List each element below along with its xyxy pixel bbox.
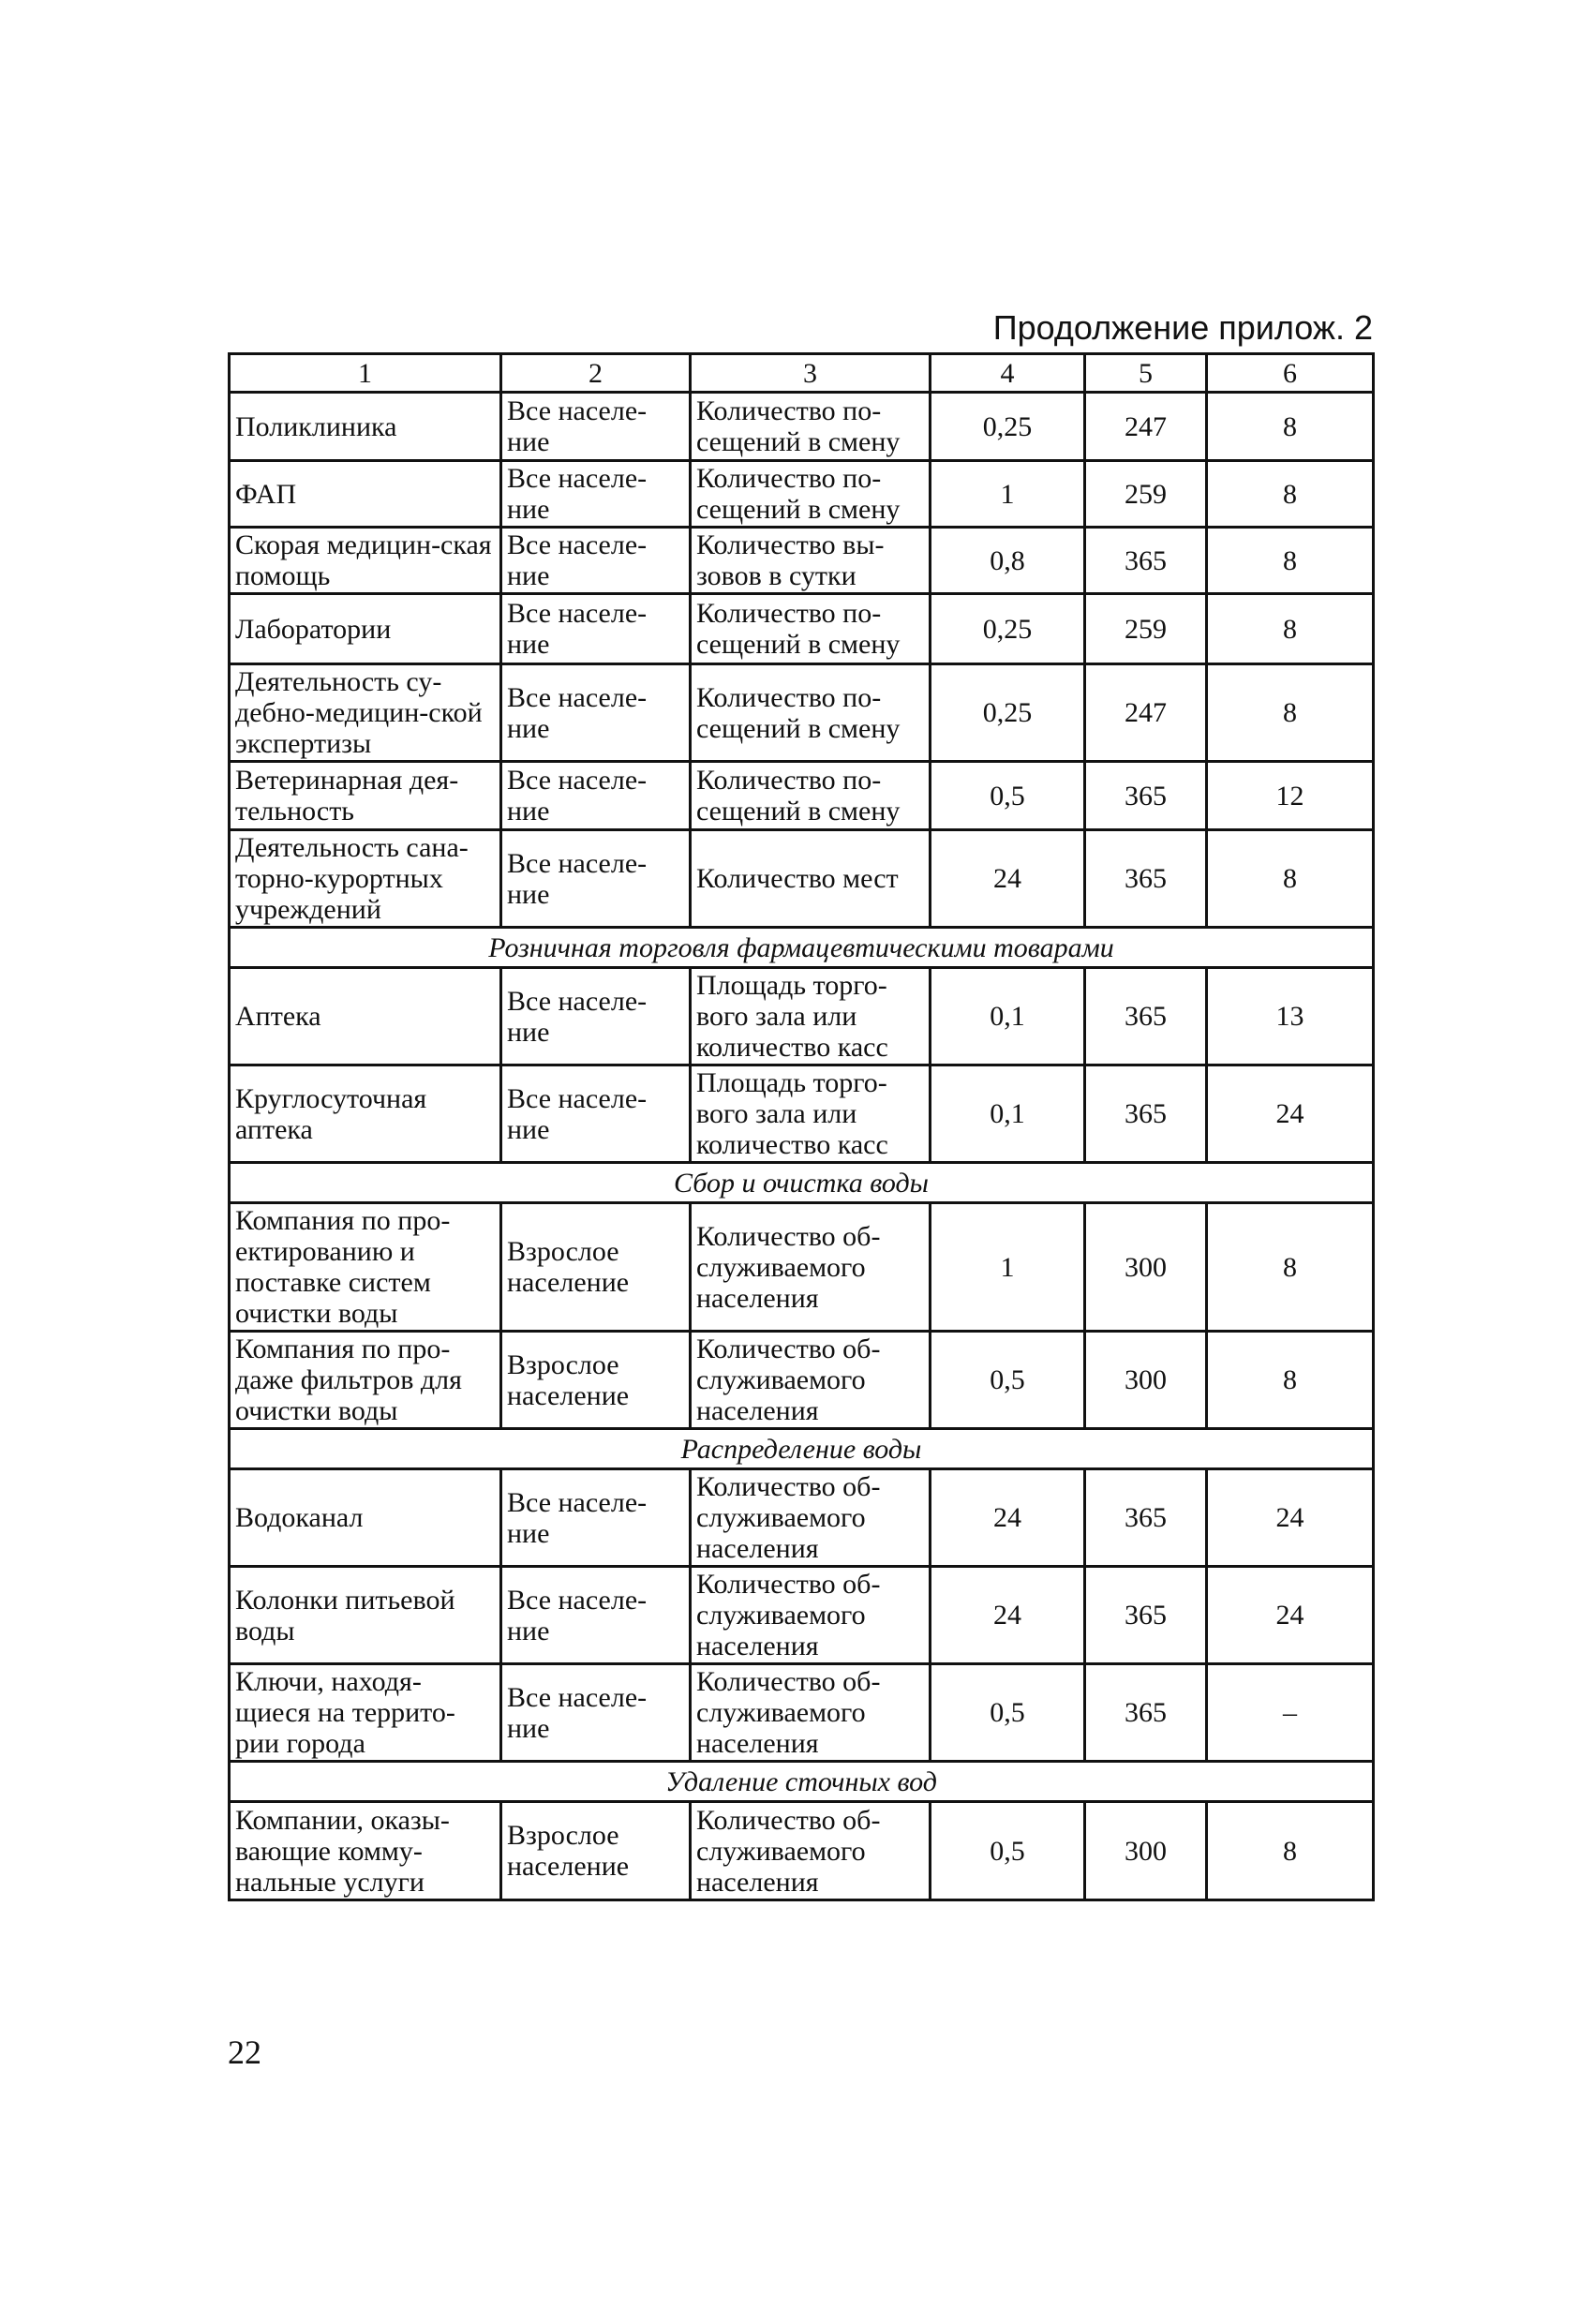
cell-col-5: 300 [1085, 1203, 1207, 1332]
cell-col-2: Все населе-ние [501, 461, 691, 528]
cell-col-2: Все населе-ние [501, 664, 691, 762]
cell-col-3: Количество по-сещений в смену [691, 762, 931, 830]
cell-col-5: 365 [1085, 1065, 1207, 1163]
cell-col-2: Все населе-ние [501, 528, 691, 594]
cell-col-3: Количество по-сещений в смену [691, 594, 931, 664]
cell-col-1: Ветеринарная дея-тельность [230, 762, 501, 830]
cell-col-5: 259 [1085, 461, 1207, 528]
column-number-row [230, 354, 1374, 393]
cell-col-3: Количество об-служиваемого населения [691, 1664, 931, 1762]
cell-col-2: Взрослое население [501, 1203, 691, 1332]
cell-col-2: Все населе-ние [501, 1567, 691, 1664]
cell-col-6: 8 [1207, 594, 1374, 664]
cell-col-2: Взрослое население [501, 1802, 691, 1900]
cell-col-4: 24 [931, 1469, 1085, 1567]
cell-col-4: 24 [931, 1567, 1085, 1664]
cell-col-6: 8 [1207, 830, 1374, 928]
cell-col-3: Площадь торго-вого зала или количество касс [691, 968, 931, 1065]
cell-col-4: 0,1 [931, 1065, 1085, 1163]
column-number: 3 [691, 354, 931, 393]
cell-col-1: Компания по про-ектированию и поставке систем очистки воды [230, 1203, 501, 1332]
cell-col-6: 8 [1207, 1332, 1374, 1429]
cell-col-4: 0,25 [931, 594, 1085, 664]
table-row [230, 1469, 1374, 1567]
page-number: 22 [228, 2034, 261, 2071]
cell-col-4: 0,5 [931, 762, 1085, 830]
cell-col-1: Круглосуточная аптека [230, 1065, 501, 1163]
cell-col-3: Количество об-служиваемого населения [691, 1802, 931, 1900]
cell-col-1: ФАП [230, 461, 501, 528]
cell-col-4: 1 [931, 1203, 1085, 1332]
cell-col-5: 300 [1085, 1332, 1207, 1429]
table-row [230, 461, 1374, 528]
cell-col-1: Деятельность сана-торно-курортных учреждений [230, 830, 501, 928]
cell-col-1: Компании, оказы-вающие комму-нальные услуги [230, 1802, 501, 1900]
cell-col-5: 300 [1085, 1802, 1207, 1900]
cell-col-6: 24 [1207, 1469, 1374, 1567]
cell-col-3: Количество об-служиваемого населения [691, 1567, 931, 1664]
cell-col-2: Все населе-ние [501, 968, 691, 1065]
cell-col-5: 365 [1085, 830, 1207, 928]
cell-col-3: Количество по-сещений в смену [691, 664, 931, 762]
cell-col-3: Количество об-служиваемого населения [691, 1332, 931, 1429]
cell-col-4: 0,25 [931, 393, 1085, 461]
cell-col-6: 8 [1207, 393, 1374, 461]
cell-col-5: 247 [1085, 393, 1207, 461]
table-caption: Продолжение прилож. 2 [992, 308, 1373, 347]
cell-col-1: Ключи, находя-щиеся на террито-рии города [230, 1664, 501, 1762]
cell-col-4: 0,1 [931, 968, 1085, 1065]
column-number: 5 [1085, 354, 1207, 393]
cell-col-3: Количество вы-зовов в сутки [691, 528, 931, 594]
section-title: Распределение воды [230, 1429, 1374, 1469]
cell-col-6: 8 [1207, 1203, 1374, 1332]
cell-col-4: 24 [931, 830, 1085, 928]
cell-col-6: – [1207, 1664, 1374, 1762]
section-title: Розничная торговля фармацевтическими товарами [230, 928, 1374, 968]
data-table [228, 352, 1375, 1901]
cell-col-1: Колонки питьевой воды [230, 1567, 501, 1664]
column-number: 6 [1207, 354, 1374, 393]
section-title: Удаление сточных вод [230, 1762, 1374, 1802]
section-title: Сбор и очистка воды [230, 1163, 1374, 1203]
cell-col-5: 247 [1085, 664, 1207, 762]
cell-col-6: 8 [1207, 1802, 1374, 1900]
cell-col-1: Водоканал [230, 1469, 501, 1567]
table-row [230, 664, 1374, 762]
cell-col-5: 365 [1085, 1664, 1207, 1762]
cell-col-2: Все населе-ние [501, 1065, 691, 1163]
cell-col-1: Лаборатории [230, 594, 501, 664]
cell-col-6: 24 [1207, 1567, 1374, 1664]
cell-col-6: 13 [1207, 968, 1374, 1065]
cell-col-2: Все населе-ние [501, 830, 691, 928]
cell-col-6: 8 [1207, 528, 1374, 594]
cell-col-6: 8 [1207, 461, 1374, 528]
table-row [230, 1332, 1374, 1429]
cell-col-5: 365 [1085, 1469, 1207, 1567]
table-row [230, 830, 1374, 928]
cell-col-5: 365 [1085, 1567, 1207, 1664]
cell-col-3: Количество мест [691, 830, 931, 928]
cell-col-4: 0,5 [931, 1802, 1085, 1900]
table-row [230, 1567, 1374, 1664]
cell-col-5: 365 [1085, 968, 1207, 1065]
table-row [230, 393, 1374, 461]
section-header-row [230, 928, 1374, 968]
cell-col-3: Количество по-сещений в смену [691, 461, 931, 528]
cell-col-6: 24 [1207, 1065, 1374, 1163]
cell-col-6: 12 [1207, 762, 1374, 830]
table-row [230, 594, 1374, 664]
cell-col-2: Все населе-ние [501, 1664, 691, 1762]
cell-col-5: 259 [1085, 594, 1207, 664]
cell-col-1: Аптека [230, 968, 501, 1065]
column-number: 1 [230, 354, 501, 393]
cell-col-4: 0,25 [931, 664, 1085, 762]
cell-col-2: Взрослое население [501, 1332, 691, 1429]
cell-col-1: Скорая медицин-ская помощь [230, 528, 501, 594]
cell-col-3: Площадь торго-вого зала или количество касс [691, 1065, 931, 1163]
cell-col-2: Все населе-ние [501, 393, 691, 461]
column-number: 2 [501, 354, 691, 393]
table-row [230, 1203, 1374, 1332]
cell-col-2: Все населе-ние [501, 762, 691, 830]
cell-col-3: Количество по-сещений в смену [691, 393, 931, 461]
cell-col-4: 0,5 [931, 1664, 1085, 1762]
cell-col-4: 0,8 [931, 528, 1085, 594]
cell-col-2: Все населе-ние [501, 1469, 691, 1567]
cell-col-1: Деятельность су-дебно-медицин-ской экспертизы [230, 664, 501, 762]
cell-col-5: 365 [1085, 528, 1207, 594]
cell-col-1: Компания по про-даже фильтров для очистки воды [230, 1332, 501, 1429]
section-header-row [230, 1163, 1374, 1203]
table-body [230, 354, 1374, 1900]
cell-col-4: 0,5 [931, 1332, 1085, 1429]
table-row [230, 528, 1374, 594]
table-row [230, 1664, 1374, 1762]
cell-col-3: Количество об-служиваемого населения [691, 1203, 931, 1332]
section-header-row [230, 1762, 1374, 1802]
section-header-row [230, 1429, 1374, 1469]
cell-col-4: 1 [931, 461, 1085, 528]
cell-col-6: 8 [1207, 664, 1374, 762]
table-row [230, 762, 1374, 830]
table-row [230, 1802, 1374, 1900]
table-row [230, 1065, 1374, 1163]
cell-col-1: Поликлиника [230, 393, 501, 461]
cell-col-5: 365 [1085, 762, 1207, 830]
table-row [230, 968, 1374, 1065]
cell-col-3: Количество об-служиваемого населения [691, 1469, 931, 1567]
column-number: 4 [931, 354, 1085, 393]
cell-col-2: Все населе-ние [501, 594, 691, 664]
